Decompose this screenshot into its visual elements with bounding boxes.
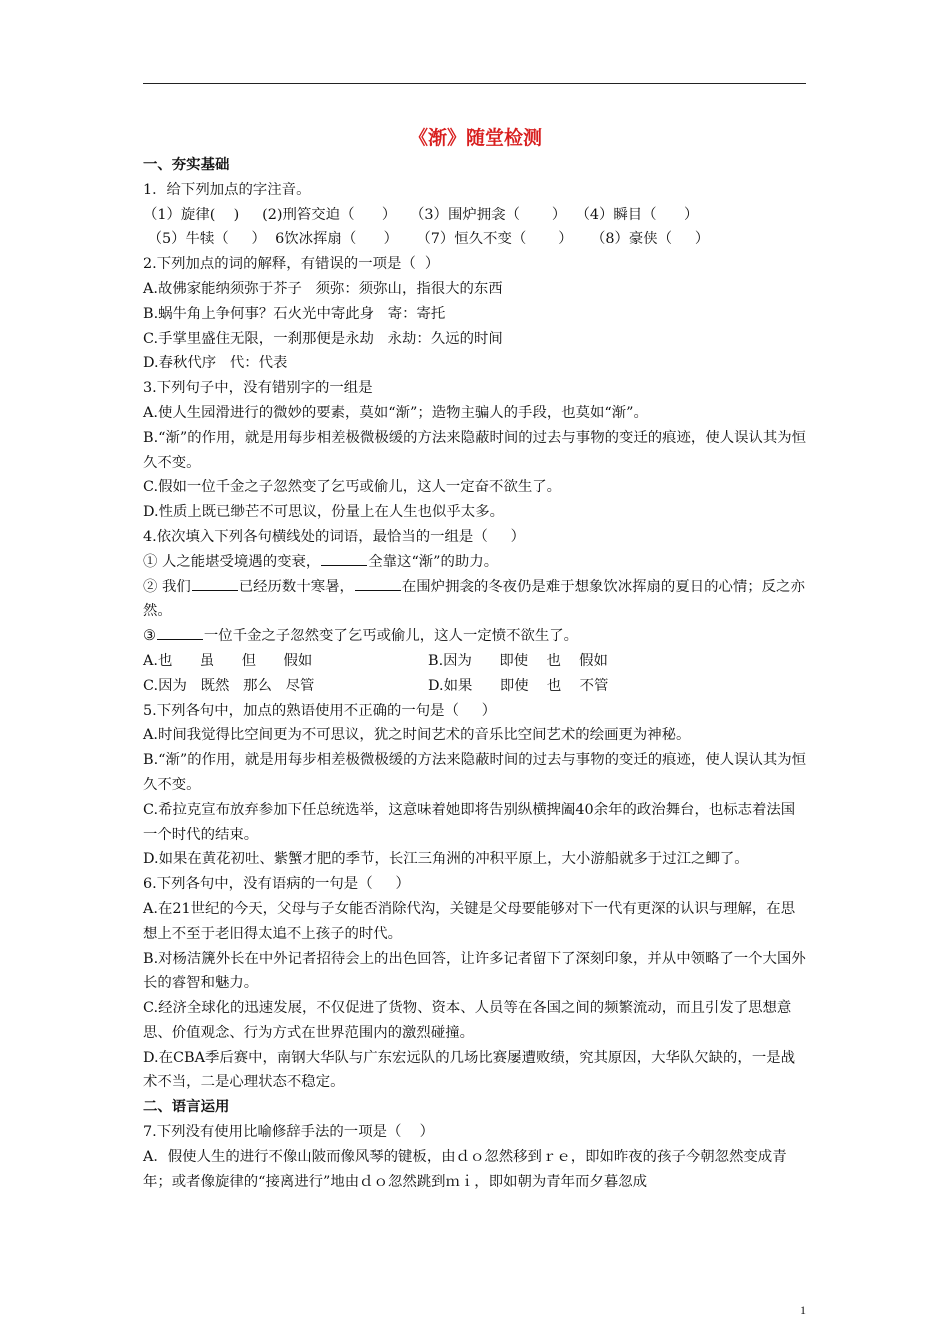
q3-option-a: A.使人生园滑进行的微妙的要素，莫如“渐”；造物主骗人的手段，也莫如“渐”。 bbox=[143, 404, 648, 421]
header-rule bbox=[143, 83, 806, 84]
section-heading-1: 一、夯实基础 bbox=[143, 157, 230, 173]
question-2: 2.下列加点的词的解释，有错误的一项是（ ） bbox=[143, 256, 440, 273]
q4-option-d: D.如果 即使 也 不管 bbox=[428, 677, 609, 694]
question-6: 6.下列各句中，没有语病的一句是（ ） bbox=[143, 876, 410, 893]
q4-option-a: A.也 虽 但 假如 bbox=[143, 652, 313, 669]
q6-option-d: D.在CBA季后赛中，南钢大华队与广东宏远队的几场比赛屡遭败绩，究其原因，大华队欠缺的，一是战术不当，二是心理状态不稳定。 bbox=[143, 1049, 795, 1091]
q2-option-c: C.手掌里盛住无限，一刹那便是永劫 永劫：久远的时间 bbox=[143, 330, 503, 347]
page-number: 1 bbox=[800, 1303, 806, 1317]
question-5: 5.下列各句中，加点的熟语使用不正确的一句是（ ） bbox=[143, 702, 497, 719]
fill-blank bbox=[321, 551, 367, 566]
q2-option-d: D.春秋代序 代：代表 bbox=[143, 355, 288, 372]
fill-blank bbox=[192, 576, 238, 591]
q6-option-b: B.对杨洁篪外长在中外记者招待会上的出色回答，让许多记者留下了深刻印象，并从中领略了一个大国外长的睿智和魅力。 bbox=[143, 950, 806, 992]
q3-option-c: C.假如一位千金之子忽然变了乞丐或偷儿，这人一定奋不欲生了。 bbox=[143, 479, 562, 496]
q1-row-1: （1）旋律( ) (2)刑笞交迫（ ） （3）围炉拥衾（ ） （4）瞬目（ ） bbox=[143, 206, 699, 223]
q4-options-row-2 bbox=[143, 674, 808, 699]
q7-option-a: A．假使人生的进行不像山陂而像风琴的键板，由ｄｏ忽然移到ｒｅ，即如昨夜的孩子今朝忽然变成青年；或者像旋律的“接离进行”地由ｄｏ忽然跳到ｍｉ，即如朝为青年而夕暮忽成 bbox=[143, 1148, 787, 1190]
q3-option-b: B.“渐”的作用，就是用每步相差极微极缓的方法来隐蔽时间的过去与事物的变迁的痕迹，使人误认其为恒久不变。 bbox=[143, 429, 807, 471]
q5-option-b: B.“渐”的作用，就是用每步相差极微极缓的方法来隐蔽时间的过去与事物的变迁的痕迹，使人误认其为恒久不变。 bbox=[143, 752, 807, 793]
q4-s3-part-b: 一位千金之子忽然变了乞丐或偷儿，这人一定愤不欲生了。 bbox=[203, 628, 579, 645]
q4-s2-part-b: 已经历数十寒暑， bbox=[238, 578, 354, 595]
q4-options-row-1 bbox=[143, 649, 808, 674]
q4-s1-part-a: ① 人之能堪受境遇的变衰， bbox=[143, 553, 321, 570]
question-1: 1．给下列加点的字注音。 bbox=[143, 181, 311, 198]
page-title: 《渐》随堂检测 bbox=[408, 127, 542, 149]
question-4: 4.依次填入下列各句横线处的词语，最恰当的一组是（ ） bbox=[143, 528, 525, 545]
q1-row-2: （5）牛犊（ ） 6饮冰挥扇（ ） （7）恒久不变（ ） （8）豪侠（ ） bbox=[143, 231, 710, 248]
q4-option-b: B.因为 即使 也 假如 bbox=[428, 652, 608, 669]
document-body bbox=[143, 126, 808, 1194]
q2-option-a: A.故佛家能纳须弥于芥子 须弥：须弥山，指很大的东西 bbox=[143, 280, 503, 297]
q2-option-b: B.蜗牛角上争何事？石火光中寄此身 寄：寄托 bbox=[143, 305, 446, 322]
question-7: 7.下列没有使用比喻修辞手法的一项是（ ） bbox=[143, 1124, 435, 1141]
question-3: 3.下列句子中，没有错别字的一组是 bbox=[143, 380, 373, 397]
q5-option-d: D.如果在黄花初吐、紫蟹才肥的季节，长江三角洲的冲积平原上，大小游船就多于过江之鲫了。 bbox=[143, 851, 749, 868]
q4-sentence-3 bbox=[143, 624, 808, 649]
q4-sentence-2 bbox=[143, 575, 808, 625]
fill-blank bbox=[157, 625, 203, 640]
q4-s1-part-b: 全靠这“渐”的助力。 bbox=[368, 553, 499, 570]
fill-blank bbox=[355, 576, 401, 591]
q4-s3-part-a: ③ bbox=[143, 628, 156, 645]
q4-option-c: C.因为 既然 那么 尽管 bbox=[143, 677, 315, 694]
q4-s2-part-a: ② 我们 bbox=[143, 578, 191, 595]
q4-s2-part-c: 在围炉拥衾的冬夜仍是难于想象饮冰挥扇的夏日的心情；反之亦然。 bbox=[143, 578, 805, 620]
q6-option-a: A.在21世纪的今天，父母与子女能否消除代沟，关键是父母要能够对下一代有更深的认识与理解，在思想上不至于老旧得太追不上孩子的时代。 bbox=[143, 900, 796, 942]
q4-sentence-1 bbox=[143, 550, 808, 575]
q6-option-c: C.经济全球化的迅速发展，不仅促进了货物、资本、人员等在各国之间的频繁流动，而且引发了思想意思、价值观念、行为方式在世界范围内的激烈碰撞。 bbox=[143, 1000, 792, 1041]
section-heading-2: 二、语言运用 bbox=[143, 1099, 230, 1116]
q3-option-d: D.性质上既已缈芒不可思议，份量上在人生也似乎太多。 bbox=[143, 504, 504, 521]
q5-option-a: A.时间我觉得比空间更为不可思议，犹之时间艺术的音乐比空间艺术的绘画更为神秘。 bbox=[143, 727, 691, 744]
q5-option-c: C.希拉克宣布放弃参加下任总统选举，这意味着她即将告别纵横捭阖40余年的政治舞台，也标志着法国一个时代的结束。 bbox=[143, 801, 796, 843]
